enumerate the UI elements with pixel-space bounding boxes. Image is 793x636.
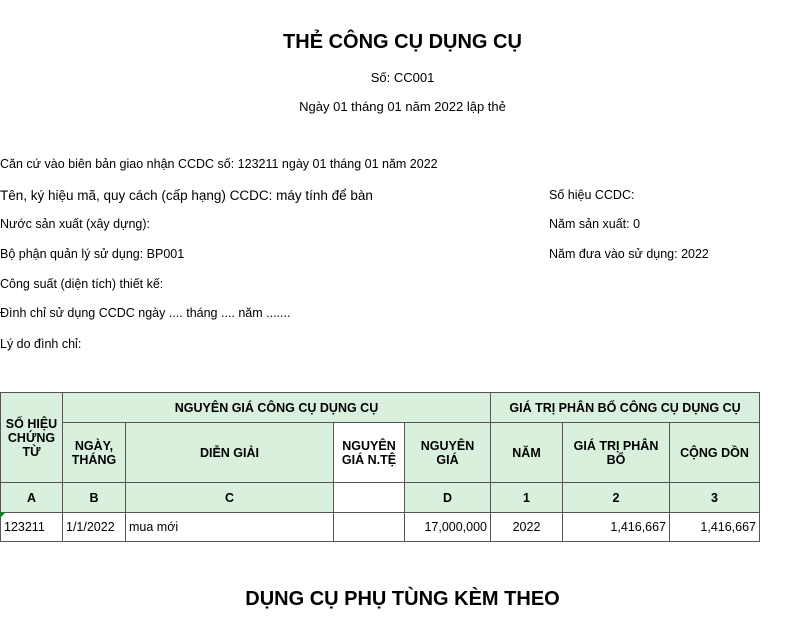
header-cost: NGUYÊN GIÁ [405, 423, 491, 483]
suspended-line: Đình chỉ sử dụng CCDC ngày .... tháng .... năm ....... [0, 306, 291, 320]
reason-line: Lý do đình chỉ: [0, 337, 82, 351]
code-cell: 2 [563, 483, 670, 513]
name-line: Tên, ký hiệu mã, quy cách (cấp hạng) CCDC: máy tính để bàn [0, 188, 373, 203]
department-line: Bộ phận quản lý sử dụng: BP001 [0, 247, 185, 261]
cell-description[interactable]: mua mới [126, 513, 334, 542]
cell-cost[interactable]: 17,000,000 [405, 513, 491, 542]
cell-cumulative[interactable]: 1,416,667 [670, 513, 760, 542]
cell-date[interactable]: 1/1/2022 [63, 513, 126, 542]
basis-line: Căn cứ vào biên bản giao nhận CCDC số: 123211 ngày 01 tháng 01 năm 2022 [0, 157, 438, 171]
header-fx-cost: NGUYÊN GIÁ N.TỆ [334, 423, 405, 483]
page-title: THẺ CÔNG CỤ DỤNG CỤ [283, 31, 522, 53]
code-cell: C [126, 483, 334, 513]
code-cell: B [63, 483, 126, 513]
code-cell: D [405, 483, 491, 513]
code-cell: 1 [491, 483, 563, 513]
serial-line: Số hiệu CCDC: [549, 188, 635, 202]
header-voucher: SỐ HIỆU CHỨNG TỪ [1, 393, 63, 483]
code-cell: A [1, 483, 63, 513]
header-allocated-value: GIÁ TRỊ PHÂN BỔ [563, 423, 670, 483]
cell-fx-cost[interactable] [334, 513, 405, 542]
country-line: Nước sản xuất (xây dựng): [0, 217, 150, 231]
header-description: DIỄN GIẢI [126, 423, 334, 483]
cell-allocated-value[interactable]: 1,416,667 [563, 513, 670, 542]
header-year: NĂM [491, 423, 563, 483]
tool-card-table [0, 392, 760, 542]
section-title-accessories: DỤNG CỤ PHỤ TÙNG KÈM THEO [245, 588, 560, 610]
cell-voucher[interactable]: 123211 [1, 513, 63, 542]
header-allocation-group: GIÁ TRỊ PHÂN BỔ CÔNG CỤ DỤNG CỤ [491, 393, 760, 423]
header-cumulative: CỘNG DỒN [670, 423, 760, 483]
header-original-cost-group: NGUYÊN GIÁ CÔNG CỤ DỤNG CỤ [63, 393, 491, 423]
cell-comment-marker [0, 512, 6, 518]
code-cell: 3 [670, 483, 760, 513]
header-date: NGÀY, THÁNG [63, 423, 126, 483]
capacity-line: Công suất (diện tích) thiết kế: [0, 277, 164, 291]
year-made-line: Năm sản xuất: 0 [549, 217, 641, 231]
cell-year[interactable]: 2022 [491, 513, 563, 542]
card-date: Ngày 01 tháng 01 năm 2022 lập thẻ [299, 99, 506, 114]
code-cell [334, 483, 405, 513]
card-number: Số: CC001 [370, 70, 435, 85]
year-used-line: Năm đưa vào sử dụng: 2022 [549, 247, 709, 261]
table-row [1, 513, 760, 542]
